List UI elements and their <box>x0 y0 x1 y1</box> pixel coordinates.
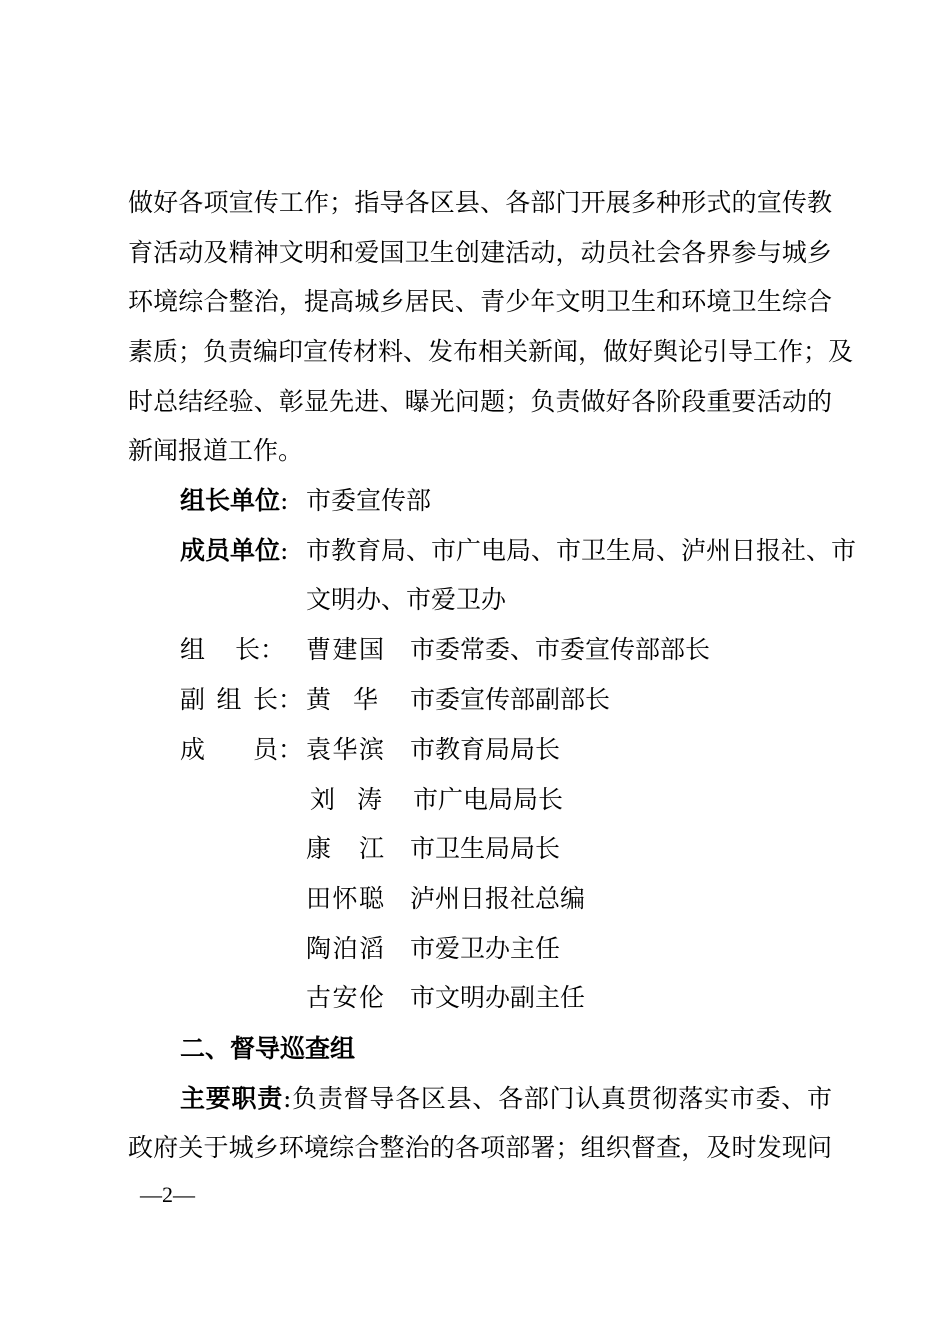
lead-unit-value: 市委宣传部 <box>306 486 432 515</box>
member-row <box>0 874 950 924</box>
duty-text: 负责督导各区县、各部门认真贯彻落实市委、市 <box>291 1084 832 1113</box>
member-name: 古安伦 <box>306 983 384 1012</box>
duty-colon: : <box>282 1084 292 1113</box>
member-name: 刘涛 <box>310 785 382 814</box>
paragraph-line: 环境综合整治，提高城乡居民、青少年文明卫生和环境卫生综合 <box>128 287 832 316</box>
deputy-label: 副组长 <box>180 685 278 714</box>
members-label: 成员 <box>180 735 278 764</box>
leader-row <box>0 625 950 675</box>
paragraph-line: 素质；负责编印宣传材料、发布相关新闻，做好舆论引导工作；及 <box>128 337 854 366</box>
member-units-row <box>180 526 288 576</box>
page-number: —2— <box>140 1182 195 1207</box>
member-name: 康江 <box>306 834 384 863</box>
leader-label: 组长 <box>180 635 260 664</box>
member-units-label: 成员单位 <box>180 536 281 565</box>
leader-title: 市委常委、市委宣传部部长 <box>410 635 711 664</box>
member-name: 陶泊滔 <box>306 934 384 963</box>
deputy-name: 黄华 <box>306 685 378 714</box>
lead-unit-row <box>180 476 288 526</box>
member-title: 泸州日报社总编 <box>410 884 586 913</box>
member-title: 市文明办副主任 <box>410 983 586 1012</box>
member-units-line2: 文明办、市爱卫办 <box>306 585 507 614</box>
member-row <box>0 725 950 775</box>
deputy-row <box>0 675 950 725</box>
deputy-title: 市委宣传部副部长 <box>410 685 611 714</box>
member-name: 袁华滨 <box>306 735 384 764</box>
member-units-colon: : <box>280 536 289 565</box>
duty-line1 <box>180 1074 832 1124</box>
member-title: 市广电局局长 <box>413 785 564 814</box>
members-colon: ： <box>278 735 304 764</box>
deputy-colon: ： <box>278 685 304 714</box>
paragraph-line: 时总结经验、彰显先进、曝光问题；负责做好各阶段重要活动的 <box>128 387 832 416</box>
member-name: 田怀聪 <box>306 884 384 913</box>
member-title: 市教育局局长 <box>410 735 561 764</box>
member-title: 市卫生局局长 <box>410 834 561 863</box>
duty-label: 主要职责 <box>180 1084 283 1113</box>
paragraph-line: 做好各项宣传工作；指导各区县、各部门开展多种形式的宣传教 <box>128 188 832 217</box>
member-row <box>0 824 950 874</box>
lead-unit-colon: : <box>280 486 289 515</box>
member-row <box>0 775 950 825</box>
section-heading: 二、督导巡查组 <box>180 1034 356 1063</box>
member-units-line1: 市教育局、市广电局、市卫生局、泸州日报社、市 <box>306 536 857 565</box>
member-title: 市爱卫办主任 <box>410 934 561 963</box>
member-row <box>0 973 950 1023</box>
lead-unit-label: 组长单位 <box>180 486 281 515</box>
duty-line2: 政府关于城乡环境综合整治的各项部署；组织督查，及时发现问 <box>128 1133 832 1162</box>
leader-name: 曹建国 <box>306 635 384 664</box>
paragraph-line: 新闻报道工作。 <box>128 436 304 465</box>
paragraph-line: 育活动及精神文明和爱国卫生创建活动，动员社会各界参与城乡 <box>128 238 832 267</box>
member-row <box>0 924 950 974</box>
leader-colon: ： <box>260 635 286 664</box>
